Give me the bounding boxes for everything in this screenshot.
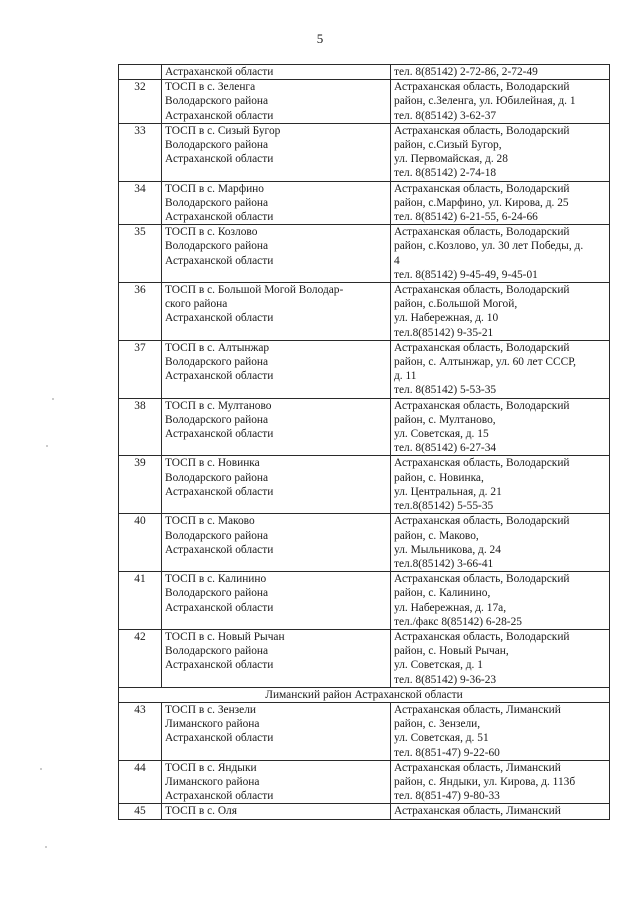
row-number: 42 — [119, 629, 162, 687]
row-number: 45 — [119, 804, 162, 819]
organization-name-line: Володарского района — [165, 240, 269, 253]
organization-address — [391, 225, 610, 283]
organization-name — [162, 572, 391, 630]
organization-address — [391, 760, 610, 804]
organization-name-line: ТОСП в с. Мултаново — [165, 399, 272, 412]
organization-name — [162, 65, 391, 80]
organization-address-line: тел. 8(851-47) 9-22-60 — [394, 746, 500, 759]
row-number: 37 — [119, 340, 162, 398]
organization-address — [391, 514, 610, 572]
table-row — [119, 225, 610, 283]
organization-address — [391, 572, 610, 630]
organization-name-line: ТОСП в с. Алтынжар — [165, 341, 270, 354]
organization-address — [391, 398, 610, 456]
organization-address-line: ул. Советская, д. 1 — [394, 659, 483, 672]
organization-name — [162, 629, 391, 687]
organization-name — [162, 804, 391, 819]
table-row — [119, 702, 610, 760]
row-number: 34 — [119, 181, 162, 225]
section-header: Лиманский район Астраханской области — [119, 687, 610, 702]
organization-address-line: район, с.Марфино, ул. Кирова, д. 25 — [394, 196, 569, 209]
organization-name-line: Володарского района — [165, 471, 269, 484]
organization-name-line: Астраханской области — [165, 659, 274, 672]
row-number: 40 — [119, 514, 162, 572]
continuation-row — [119, 65, 610, 80]
organization-name-line: ТОСП в с. Зеленга — [165, 81, 256, 94]
organization-address — [391, 629, 610, 687]
organization-name-line: Астраханской области — [165, 254, 274, 267]
table-row — [119, 572, 610, 630]
registry-table — [118, 64, 610, 820]
organization-name-line: Астраханской области — [165, 312, 274, 325]
organization-name-line: ТОСП в с. Марфино — [165, 182, 264, 195]
row-number: 44 — [119, 760, 162, 804]
organization-address-line: ул. Набережная, д. 10 — [394, 312, 499, 325]
row-number: 38 — [119, 398, 162, 456]
organization-address-line: тел. 8(85142) 6-21-55, 6-24-66 — [394, 211, 538, 224]
organization-name-line: ТОСП в с. Яндыки — [165, 761, 257, 774]
organization-name — [162, 514, 391, 572]
organization-address — [391, 283, 610, 341]
organization-name-line: Астраханской области — [165, 790, 274, 803]
organization-address — [391, 80, 610, 124]
organization-name-line: Астраханской области — [165, 601, 274, 614]
organization-address-line: тел.8(85142) 5-55-35 — [394, 500, 494, 513]
scan-speck — [52, 398, 54, 400]
organization-name-line: Астраханской области — [165, 732, 274, 745]
organization-address-line: Астраханская область, Володарский — [394, 630, 570, 643]
organization-name-line: Лиманского района — [165, 775, 260, 788]
organization-address-line: район, с. Калинино, — [394, 587, 491, 600]
organization-address-line: район, с. Мултаново, — [394, 413, 496, 426]
organization-address-line: Астраханская область, Володарский — [394, 341, 570, 354]
organization-name-line: ТОСП в с. Сизый Бугор — [165, 124, 281, 137]
row-number: 43 — [119, 702, 162, 760]
organization-name — [162, 702, 391, 760]
organization-name-line: Лиманского района — [165, 718, 260, 731]
organization-address-line: ул. Первомайская, д. 28 — [394, 153, 508, 166]
organization-address-line: район, с. Алтынжар, ул. 60 лет СССР, — [394, 356, 576, 369]
organization-address-line: тел. 8(85142) 3-62-37 — [394, 109, 497, 122]
organization-name — [162, 283, 391, 341]
organization-name-line: Астраханской области — [165, 153, 274, 166]
organization-name-line: ТОСП в с. Маково — [165, 515, 255, 528]
organization-name-line: ТОСП в с. Оля — [165, 805, 237, 818]
organization-address-line: тел./факс 8(85142) 6-28-25 — [394, 615, 522, 628]
organization-name-line: Володарского района — [165, 95, 269, 108]
organization-address-line: район, с. Яндыки, ул. Кирова, д. 113б — [394, 775, 576, 788]
scan-speck — [40, 768, 42, 770]
organization-address-line: тел.8(85142) 3-66-41 — [394, 557, 494, 570]
organization-address-line: тел.8(85142) 9-35-21 — [394, 326, 494, 339]
organization-name — [162, 456, 391, 514]
organization-address-line: ул. Мыльникова, д. 24 — [394, 543, 501, 556]
scan-speck — [45, 846, 47, 848]
organization-address-line: Астраханская область, Володарский — [394, 573, 570, 586]
organization-name — [162, 80, 391, 124]
organization-address-line: район, с.Большой Могой, — [394, 298, 518, 311]
table-row — [119, 123, 610, 181]
organization-name-line: Астраханской области — [165, 109, 274, 122]
organization-address-line: Астраханская область, Володарский — [394, 81, 570, 94]
organization-address-line: район, с. Новинка, — [394, 471, 484, 484]
row-number: 32 — [119, 80, 162, 124]
organization-address-line: Астраханская область, Володарский — [394, 399, 570, 412]
organization-name-line: ТОСП в с. Калинино — [165, 573, 267, 586]
table-row — [119, 283, 610, 341]
organization-address-line: район, с. Маково, — [394, 529, 479, 542]
organization-address — [391, 65, 610, 80]
row-number: 36 — [119, 283, 162, 341]
organization-address-line: Астраханская область, Лиманский — [394, 805, 561, 818]
organization-name — [162, 340, 391, 398]
table-row — [119, 804, 610, 819]
organization-name-line: Володарского района — [165, 413, 269, 426]
organization-address-line: Астраханская область, Лиманский — [394, 703, 561, 716]
organization-address — [391, 456, 610, 514]
organization-address-line: 4 — [394, 254, 400, 267]
table-row — [119, 181, 610, 225]
organization-name — [162, 760, 391, 804]
organization-address — [391, 804, 610, 819]
organization-name-line: Володарского района — [165, 529, 269, 542]
organization-address — [391, 181, 610, 225]
organization-name — [162, 225, 391, 283]
organization-name-line: Астраханской области — [165, 211, 274, 224]
organization-name-line: Володарского района — [165, 645, 269, 658]
organization-address-line: район, с.Зеленга, ул. Юбилейная, д. 1 — [394, 95, 576, 108]
table-row — [119, 456, 610, 514]
organization-address-line: д. 11 — [394, 370, 417, 383]
organization-address — [391, 123, 610, 181]
organization-name-line: Астраханской области — [165, 428, 274, 441]
organization-address-line: тел. 8(85142) 2-72-86, 2-72-49 — [394, 66, 538, 78]
organization-address-line: ул. Советская, д. 15 — [394, 428, 489, 441]
organization-name-line: ТОСП в с. Новый Рычан — [165, 630, 285, 643]
organization-name-line: Володарского района — [165, 196, 269, 209]
organization-address-line: тел. 8(85142) 6-27-34 — [394, 442, 497, 455]
organization-address-line: тел. 8(85142) 9-36-23 — [394, 673, 497, 686]
row-number: 35 — [119, 225, 162, 283]
organization-address-line: район, с.Козлово, ул. 30 лет Победы, д. — [394, 240, 584, 253]
organization-address-line: Астраханская область, Володарский — [394, 457, 570, 470]
organization-name-line: ТОСП в с. Большой Могой Володар- — [165, 284, 344, 297]
organization-name-line: Астраханской области — [165, 543, 274, 556]
organization-address-line: ул. Центральная, д. 21 — [394, 485, 502, 498]
organization-name-line: Володарского района — [165, 356, 269, 369]
row-number: 33 — [119, 123, 162, 181]
page-number: 5 — [316, 31, 324, 46]
organization-name-line: ТОСП в с. Новинка — [165, 457, 260, 470]
organization-name-line: Володарского района — [165, 587, 269, 600]
organization-address — [391, 340, 610, 398]
organization-name-line: Астраханской области — [165, 370, 274, 383]
section-row — [119, 687, 610, 702]
organization-address-line: район, с.Сизый Бугор, — [394, 139, 502, 152]
organization-address-line: Астраханская область, Володарский — [394, 226, 570, 239]
organization-name-line: ского района — [165, 298, 228, 311]
organization-name-line: ТОСП в с. Зензели — [165, 703, 257, 716]
organization-address-line: ул. Советская, д. 51 — [394, 732, 489, 745]
organization-name — [162, 181, 391, 225]
row-number: 39 — [119, 456, 162, 514]
organization-address-line: Астраханская область, Лиманский — [394, 761, 561, 774]
organization-address-line: тел. 8(85142) 5-53-35 — [394, 384, 497, 397]
organization-name-line: ТОСП в с. Козлово — [165, 226, 258, 239]
row-number — [119, 65, 162, 80]
row-number: 41 — [119, 572, 162, 630]
table-row — [119, 340, 610, 398]
organization-address-line: Астраханская область, Володарский — [394, 284, 570, 297]
organization-name-line: Астраханской области — [165, 66, 274, 78]
organization-address-line: Астраханская область, Володарский — [394, 515, 570, 528]
organization-name — [162, 398, 391, 456]
registry-table-body — [119, 65, 610, 820]
organization-address-line: тел. 8(85142) 2-74-18 — [394, 167, 497, 180]
organization-address-line: ул. Набережная, д. 17а, — [394, 601, 507, 614]
table-row — [119, 629, 610, 687]
scan-speck — [46, 445, 48, 447]
organization-address-line: тел. 8(85142) 9-45-49, 9-45-01 — [394, 268, 538, 281]
organization-name-line: Астраханской области — [165, 485, 274, 498]
table-row — [119, 398, 610, 456]
organization-address-line: район, с. Зензели, — [394, 718, 481, 731]
organization-name — [162, 123, 391, 181]
table-row — [119, 514, 610, 572]
table-row — [119, 80, 610, 124]
organization-address-line: тел. 8(851-47) 9-80-33 — [394, 790, 500, 803]
organization-address-line: район, с. Новый Рычан, — [394, 645, 509, 658]
organization-name-line: Володарского района — [165, 139, 269, 152]
table-row — [119, 760, 610, 804]
organization-address — [391, 702, 610, 760]
organization-address-line: Астраханская область, Володарский — [394, 124, 570, 137]
organization-address-line: Астраханская область, Володарский — [394, 182, 570, 195]
